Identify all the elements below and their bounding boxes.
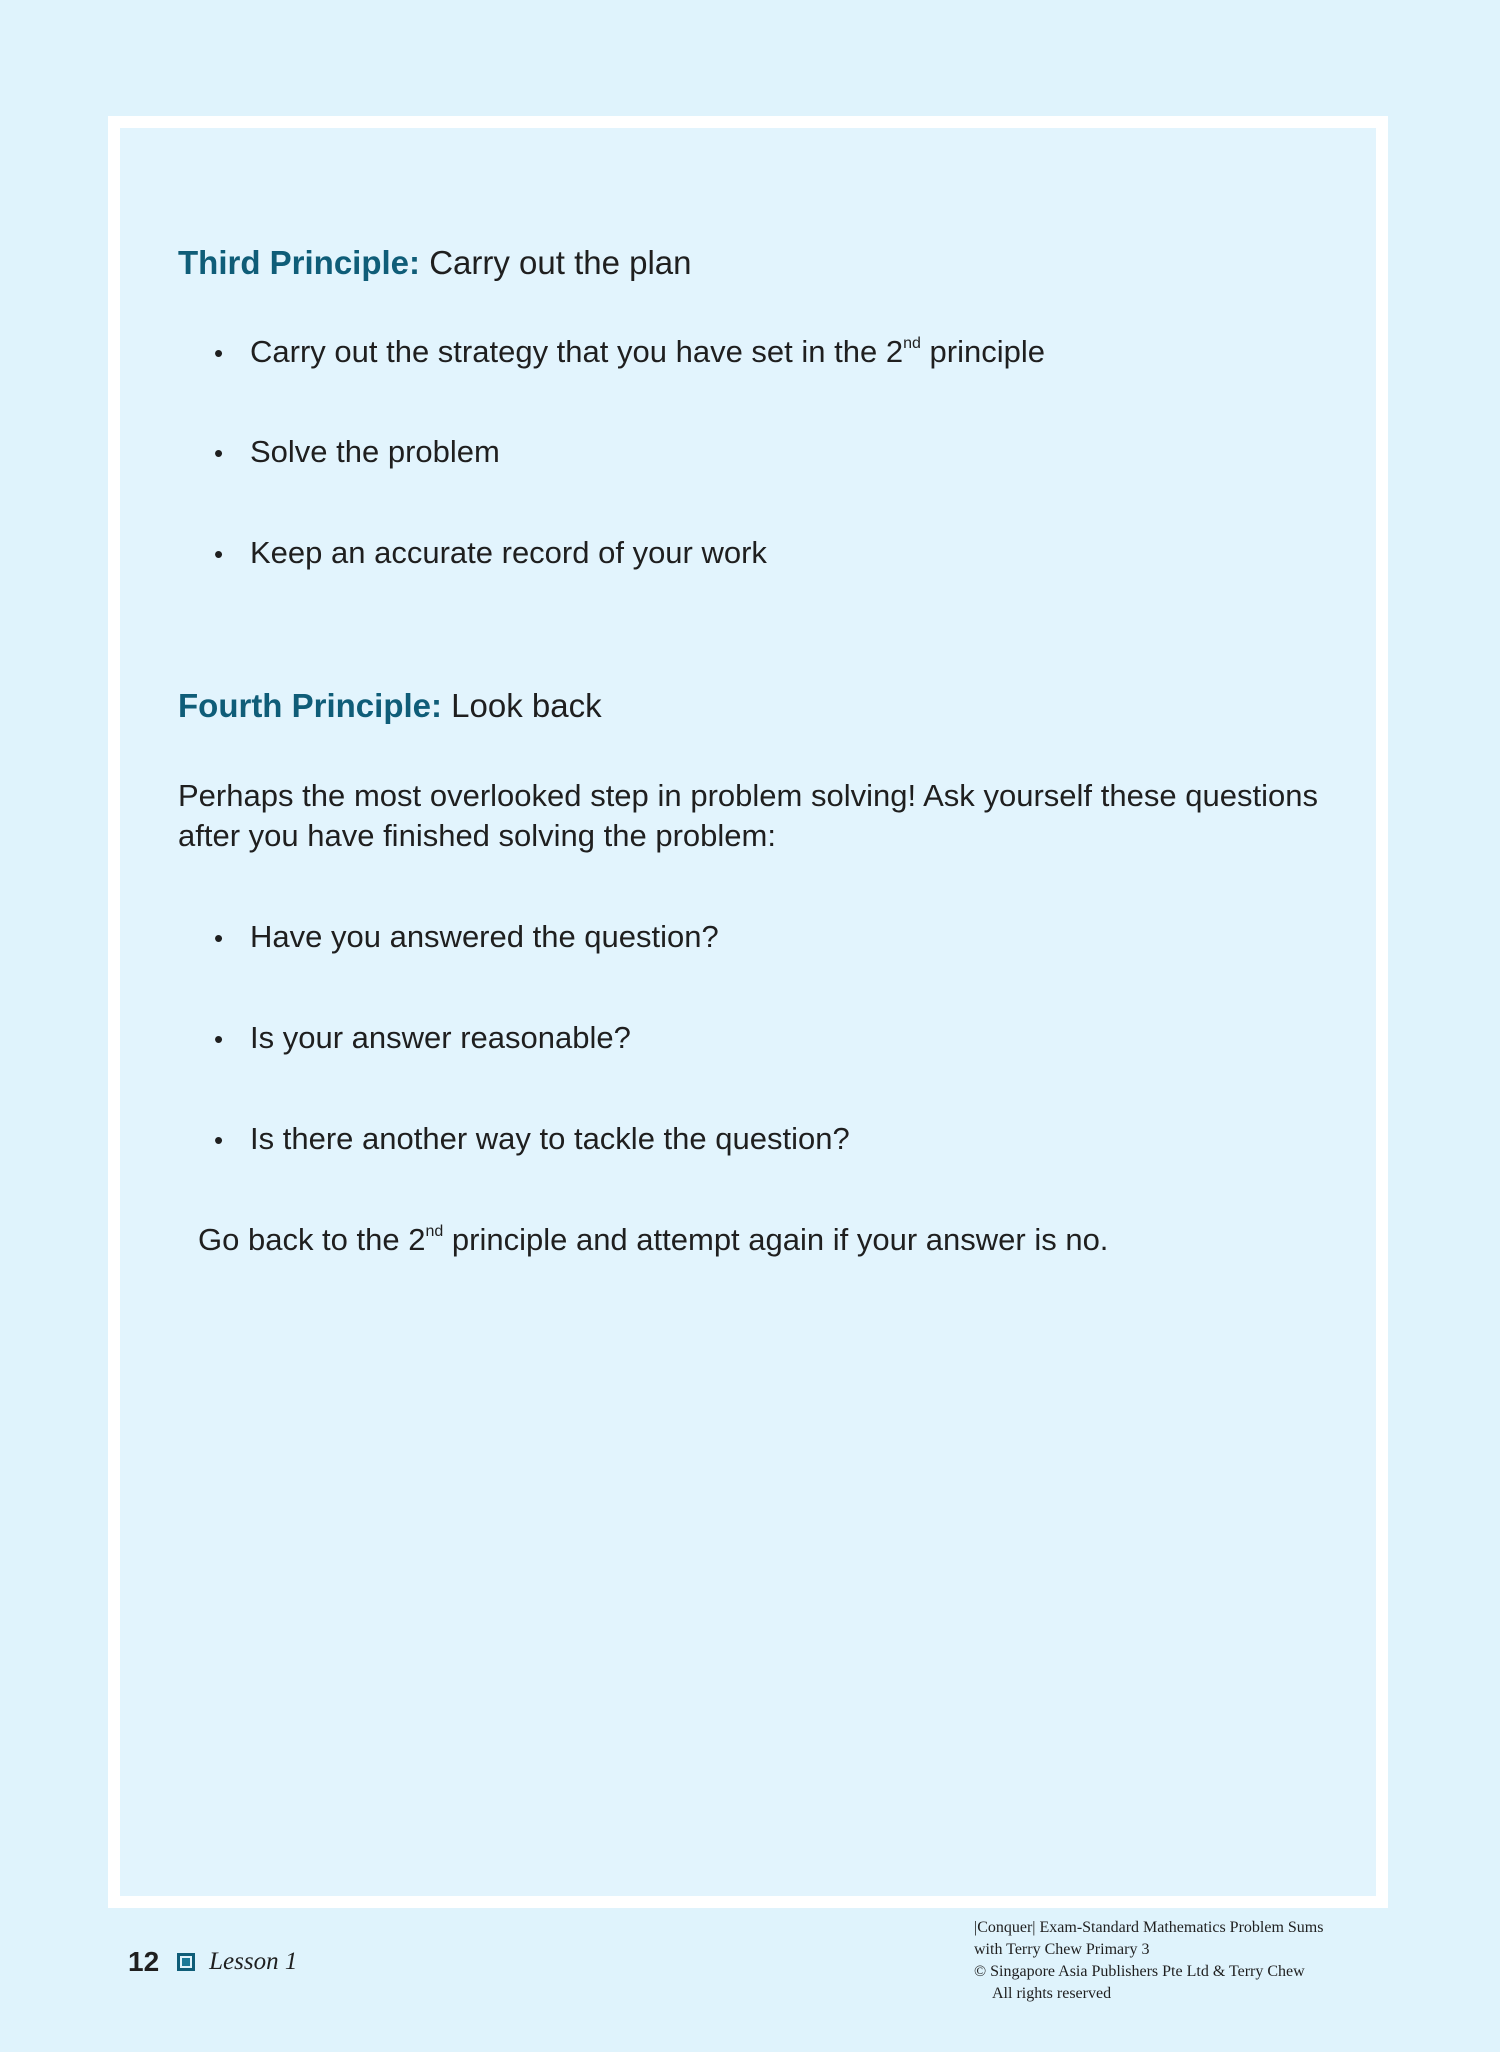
lesson-label: Lesson 1 xyxy=(209,1948,298,1975)
bullet-icon: • xyxy=(214,923,224,953)
closing-sentence xyxy=(198,1222,1108,1258)
third-principle-title: Carry out the plan xyxy=(420,244,692,281)
footer-copyright xyxy=(974,1917,1323,2005)
footer-page-info xyxy=(128,1946,297,1978)
bullet-icon: • xyxy=(214,1024,224,1054)
list-item xyxy=(214,1121,850,1157)
superscript: nd xyxy=(903,335,921,352)
look-back-paragraph: Perhaps the most overlooked step in problem solving! Ask yourself these questions after you have finished solving the problem: xyxy=(178,778,1318,853)
bullet-text: Is there another way to tackle the question? xyxy=(250,1121,850,1156)
third-principle-label: Third Principle: xyxy=(178,244,421,281)
bullet-icon: • xyxy=(214,438,224,468)
closing-text-end: principle and attempt again if your answer is no. xyxy=(443,1222,1109,1257)
fourth-principle-heading xyxy=(178,687,602,725)
third-principle-heading xyxy=(178,244,692,282)
bullet-text: Is your answer reasonable? xyxy=(250,1020,631,1055)
list-item xyxy=(214,1020,631,1056)
list-item xyxy=(214,535,767,571)
list-item xyxy=(214,919,719,955)
bullet-text: Keep an accurate record of your work xyxy=(250,535,767,570)
bullet-icon: • xyxy=(214,338,224,368)
closing-text: Go back to the 2 xyxy=(198,1222,426,1257)
book-subtitle-line: with Terry Chew Primary 3 xyxy=(974,1941,1150,1958)
rights-line: All rights reserved xyxy=(992,1985,1112,2002)
bullet-text: Have you answered the question? xyxy=(250,919,719,954)
bullet-icon: • xyxy=(214,1125,224,1155)
fourth-principle-title: Look back xyxy=(442,687,602,724)
bullet-text: Carry out the strategy that you have set in the 2 xyxy=(250,334,904,369)
book-title-line: |Conquer| Exam-Standard Mathematics Problem Sums xyxy=(974,1919,1324,1936)
bullet-icon: • xyxy=(214,539,224,569)
list-item xyxy=(214,434,500,470)
list-item xyxy=(214,334,1045,370)
superscript: nd xyxy=(425,1223,444,1240)
square-bullet-icon xyxy=(177,1953,195,1971)
bullet-text-end: principle xyxy=(920,334,1045,369)
page-frame xyxy=(108,116,1388,1908)
bullet-text: Solve the problem xyxy=(250,434,500,469)
fourth-principle-label: Fourth Principle: xyxy=(178,687,442,724)
page-number: 12 xyxy=(128,1946,160,1977)
copyright-line: © Singapore Asia Publishers Pte Ltd & Terry Chew xyxy=(974,1963,1305,1980)
